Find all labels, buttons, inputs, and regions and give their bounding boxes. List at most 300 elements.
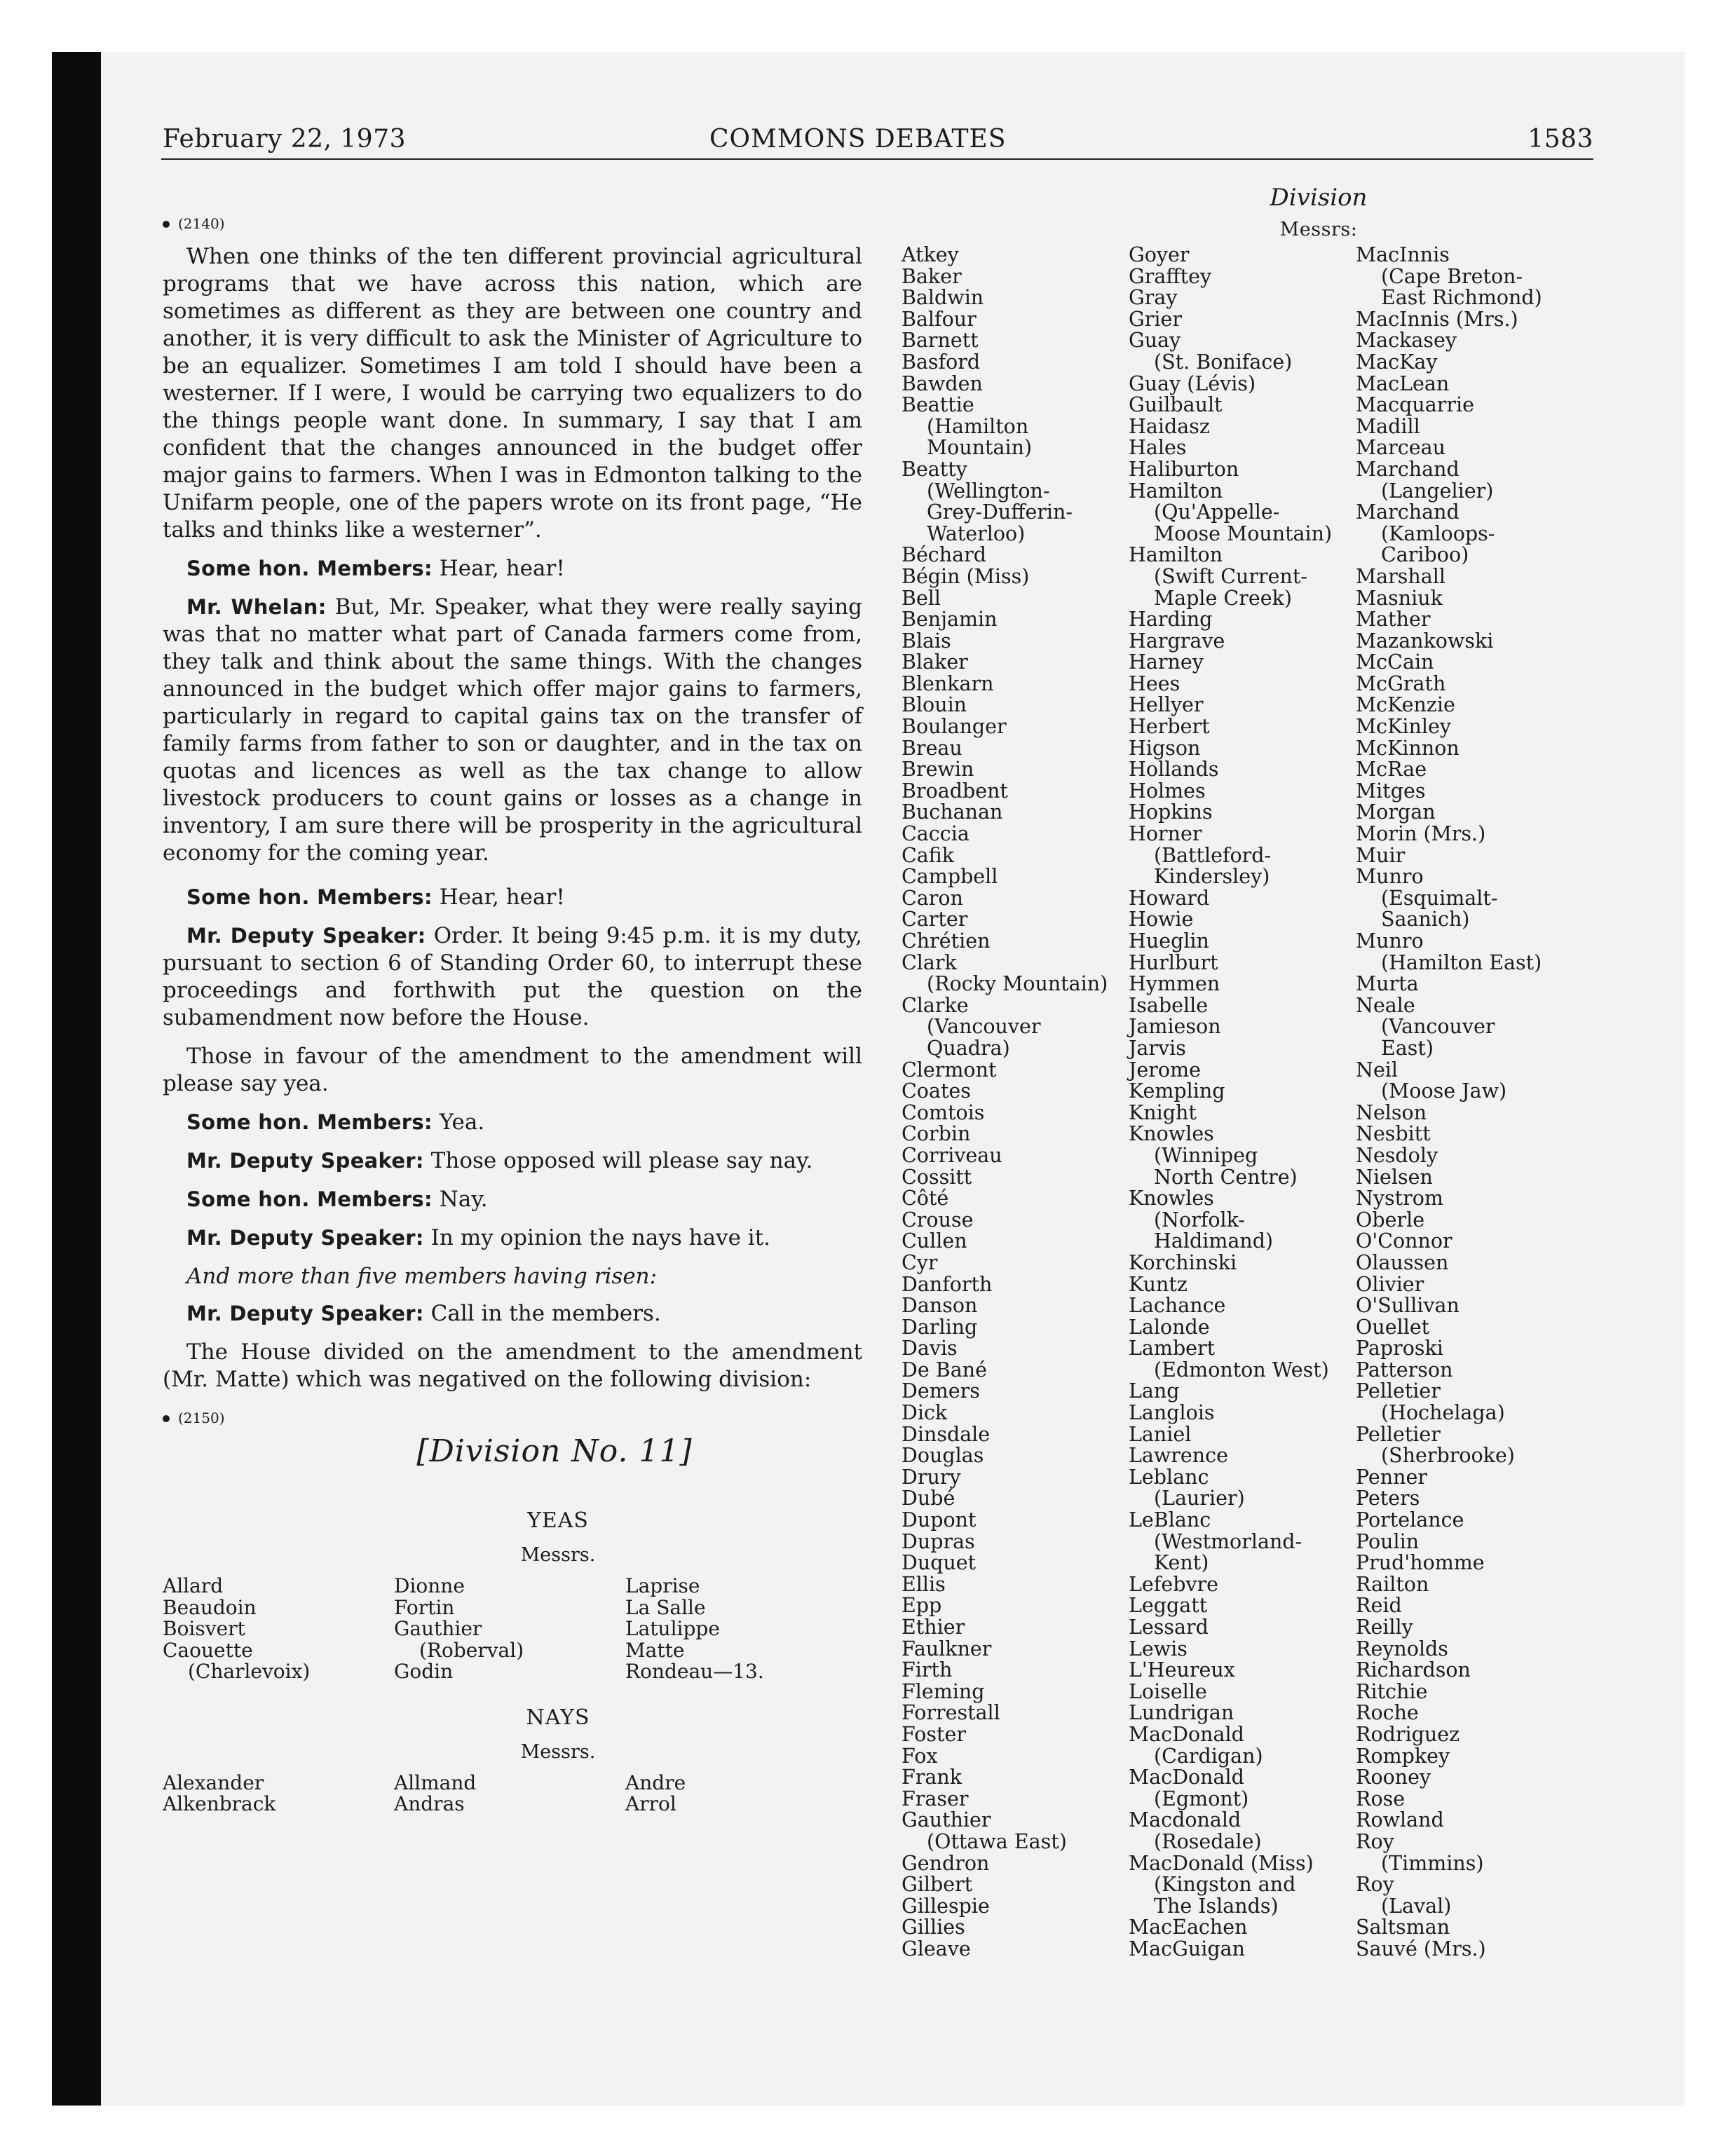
member-name: MacLean — [1356, 371, 1450, 395]
name-column — [1356, 245, 1594, 1960]
member-name: Nielsen — [1356, 1165, 1433, 1189]
member-name: MacDonald (Miss) — [1129, 1851, 1314, 1875]
member-name: Lawrence — [1129, 1444, 1228, 1468]
member-name: Roy — [1356, 1873, 1394, 1897]
member-name: Hymmen — [1129, 972, 1220, 996]
member-name: (Edmonton West) — [1154, 1358, 1329, 1381]
scan-dark-edge — [52, 52, 101, 2106]
member-name: Gauthier — [901, 1808, 991, 1832]
member-name: Morin (Mrs.) — [1356, 822, 1486, 846]
member-name: Marceau — [1356, 436, 1445, 460]
member-name: Blenkarn — [901, 671, 994, 695]
speaker: Some hon. Members: — [186, 885, 433, 909]
member-name: Knight — [1129, 1100, 1197, 1124]
member-name: Hopkins — [1129, 800, 1213, 824]
time-marker — [163, 210, 862, 238]
member-name: Allard — [163, 1574, 224, 1597]
speech-text: Order. It being 9:45 p.m. it is my duty, pursuant to section 6 of Standing Order 60, to interrupt these proceedings and forthwith put the question on the subamendment now before the House. — [163, 923, 862, 1030]
member-name: (Cardigan) — [1154, 1744, 1263, 1768]
member-name: Poulin — [1356, 1529, 1420, 1553]
member-name: Jamieson — [1129, 1015, 1221, 1039]
member-name: MacInnis (Mrs.) — [1356, 307, 1518, 331]
member-name: Rose — [1356, 1787, 1406, 1810]
name-column — [625, 1770, 857, 1815]
member-name: Cullen — [901, 1229, 967, 1253]
name-column — [901, 245, 1129, 1960]
time-marker — [163, 1405, 862, 1432]
member-name: Carter — [901, 908, 968, 932]
speaker: Mr. Deputy Speaker: — [186, 1226, 424, 1250]
member-name: The Islands) — [1154, 1894, 1279, 1918]
nays-continued-list — [901, 245, 1595, 1960]
member-name: Madill — [1356, 414, 1420, 438]
member-name: MacDonald — [1129, 1766, 1244, 1789]
member-name: Clarke — [901, 993, 969, 1017]
member-name: Rompkey — [1356, 1744, 1450, 1768]
member-name: Olaussen — [1356, 1250, 1449, 1274]
member-name: (Esquimalt- — [1381, 886, 1498, 910]
nays-messrs: Messrs. — [520, 1740, 596, 1763]
speech — [163, 1147, 862, 1175]
member-name: Balfour — [901, 307, 977, 331]
member-name: (Laval) — [1381, 1894, 1452, 1918]
member-name: (St. Boniface) — [1154, 350, 1293, 374]
member-name: Munro — [1356, 865, 1424, 889]
member-name: MacKay — [1356, 350, 1438, 374]
member-name: Bell — [901, 586, 941, 610]
member-name: Kent) — [1154, 1551, 1209, 1575]
member-name: Quadra) — [927, 1036, 1010, 1060]
member-name: Olivier — [1356, 1272, 1424, 1296]
member-name: Haliburton — [1129, 457, 1239, 481]
member-name: Comtois — [901, 1100, 985, 1124]
speaker: Some hon. Members: — [186, 1187, 433, 1211]
member-name: Harding — [1129, 608, 1213, 632]
member-name: Nelson — [1356, 1100, 1427, 1124]
name-column — [394, 1770, 625, 1815]
member-name: Benjamin — [901, 608, 998, 632]
member-name: (Moose Jaw) — [1381, 1079, 1507, 1103]
division-messrs: Messrs: — [1279, 219, 1358, 240]
speech — [163, 884, 862, 911]
paragraph: When one thinks of the ten different provincial agricultural programs that we have across this nation, which are sometimes as different as they are between one country and another, it is very difficult to ask the Minister of Agriculture to be an equalizer. Sometimes I am told I should have been a westerner. If I were, I would be carrying two equalizers to do the things people want done. In summary, I say that I am confident that the changes announced in the budget offer major gains to farmers. When I was in Edmonton talking to the Unifarm people, one of the papers wrote on its front page, “He talks and thinks like a westerner”. — [163, 244, 862, 543]
member-name: McGrath — [1356, 671, 1446, 695]
member-name: (Kingston and — [1154, 1873, 1296, 1897]
member-name: Dick — [901, 1401, 948, 1425]
member-name: Cyr — [901, 1250, 938, 1274]
member-name: Cariboo) — [1381, 543, 1469, 567]
nays-list — [163, 1770, 862, 1815]
member-name: L'Heureux — [1129, 1658, 1235, 1682]
member-name: Peters — [1356, 1487, 1420, 1510]
member-name: Howard — [1129, 886, 1210, 910]
member-name: Baker — [901, 264, 962, 288]
member-name: Guay — [1129, 329, 1181, 353]
member-name: Duquet — [901, 1551, 977, 1575]
member-name: (Hamilton East) — [1381, 950, 1542, 974]
member-name: Nystrom — [1356, 1187, 1443, 1210]
speaker: Some hon. Members: — [186, 1110, 433, 1134]
speech — [163, 922, 862, 1032]
member-name: Cossitt — [901, 1165, 972, 1189]
member-name: Prud'homme — [1356, 1551, 1485, 1575]
bullet-icon — [163, 221, 170, 228]
member-name: Fleming — [901, 1679, 985, 1703]
member-name: Hees — [1129, 671, 1181, 695]
member-name: Côté — [901, 1187, 949, 1210]
member-name: Reynolds — [1356, 1637, 1448, 1660]
speech-text: Call in the members. — [430, 1301, 661, 1326]
member-name: Breau — [901, 736, 962, 760]
member-name: Matte — [625, 1638, 685, 1662]
speech-text: In my opinion the nays have it. — [430, 1225, 771, 1250]
member-name: Leggatt — [1129, 1594, 1208, 1618]
header-rule — [161, 158, 1593, 160]
member-name: Campbell — [901, 865, 998, 889]
member-name: Dupras — [901, 1529, 975, 1553]
member-name: (Norfolk- — [1154, 1208, 1246, 1231]
member-name: Douglas — [901, 1444, 984, 1468]
paragraph: The House divided on the amendment to the amendment (Mr. Matte) which was negatived on the following division: — [163, 1339, 862, 1392]
member-name: Mather — [1356, 608, 1431, 632]
member-name: MacGuigan — [1129, 1937, 1245, 1960]
left-column — [163, 210, 862, 1836]
division-title: [Division No. 11] — [416, 1433, 693, 1469]
member-name: (Hamilton — [927, 414, 1029, 438]
member-name: La Salle — [625, 1595, 706, 1619]
member-name: Danforth — [901, 1272, 993, 1296]
member-name: Loiselle — [1129, 1679, 1207, 1703]
nays-heading: NAYS — [526, 1705, 590, 1730]
member-name: Murta — [1356, 972, 1419, 996]
member-name: Macquarrie — [1356, 393, 1474, 417]
member-name: Lewis — [1129, 1637, 1188, 1660]
member-name: Hamilton — [1129, 479, 1223, 503]
member-name: Mackasey — [1356, 329, 1457, 353]
yeas-list — [163, 1576, 862, 1683]
member-name: Korchinski — [1129, 1250, 1237, 1274]
member-name: Corriveau — [901, 1143, 1002, 1167]
member-name: (Langelier) — [1381, 479, 1494, 503]
member-name: Holmes — [1129, 779, 1206, 803]
member-name: Jerome — [1129, 1058, 1201, 1082]
member-name: Brewin — [901, 758, 974, 782]
division-heading: Division — [1270, 184, 1368, 212]
member-name: (Kamloops- — [1381, 521, 1495, 545]
member-name: Coates — [901, 1079, 971, 1103]
member-name: Macdonald — [1129, 1808, 1241, 1832]
member-name: Dionne — [394, 1574, 465, 1597]
member-name: Caouette — [163, 1638, 253, 1662]
member-name: East) — [1381, 1036, 1434, 1060]
speech-text: Those opposed will please say nay. — [430, 1148, 813, 1173]
member-name: Goyer — [1129, 243, 1190, 266]
member-name: Railton — [1356, 1572, 1429, 1596]
member-name: North Centre) — [1154, 1165, 1298, 1189]
member-name: Munro — [1356, 929, 1424, 953]
member-name: Lundrigan — [1129, 1701, 1234, 1725]
member-name: Herbert — [1129, 715, 1210, 739]
member-name: Boisvert — [163, 1617, 245, 1640]
member-name: Waterloo) — [927, 521, 1026, 545]
speech-text: Hear, hear! — [439, 885, 565, 910]
member-name: Darling — [901, 1315, 978, 1339]
member-name: Muir — [1356, 843, 1406, 867]
member-name: Patterson — [1356, 1358, 1453, 1381]
yeas-heading: YEAS — [527, 1508, 589, 1533]
time-marker-text: (2140) — [178, 215, 225, 232]
member-name: Hellyer — [1129, 693, 1204, 717]
speech-text: Yea. — [439, 1110, 485, 1135]
name-column — [163, 1576, 394, 1683]
member-name: Clermont — [901, 1058, 997, 1082]
member-name: Maple Creek) — [1154, 586, 1293, 610]
member-name: Gauthier — [394, 1617, 482, 1640]
member-name: Roche — [1356, 1701, 1419, 1725]
member-name: Richardson — [1356, 1658, 1471, 1682]
member-name: (Charlevoix) — [188, 1660, 311, 1683]
member-name: McRae — [1356, 758, 1427, 782]
member-name: Pelletier — [1356, 1379, 1441, 1403]
member-name: Moose Mountain) — [1154, 521, 1333, 545]
member-name: (Battleford- — [1154, 843, 1272, 867]
speech-text: Nay. — [439, 1187, 488, 1212]
member-name: Boulanger — [901, 715, 1007, 739]
speech-text: Hear, hear! — [439, 556, 565, 581]
member-name: Guay (Lévis) — [1129, 371, 1256, 395]
member-name: Clark — [901, 950, 957, 974]
member-name: Gendron — [901, 1851, 990, 1875]
speaker: Mr. Deputy Speaker: — [186, 924, 426, 948]
member-name: Faulkner — [901, 1637, 992, 1660]
member-name: O'Sullivan — [1356, 1294, 1460, 1318]
member-name: Saltsman — [1356, 1916, 1450, 1939]
member-name: Allmand — [394, 1770, 477, 1794]
member-name: Haidasz — [1129, 414, 1210, 438]
member-name: Kempling — [1129, 1079, 1225, 1103]
member-name: Lachance — [1129, 1294, 1226, 1318]
member-name: Guilbault — [1129, 393, 1223, 417]
member-name: (Sherbrooke) — [1381, 1444, 1515, 1468]
member-name: Horner — [1129, 822, 1202, 846]
member-name: Kuntz — [1129, 1272, 1188, 1296]
member-name: Marchand — [1356, 500, 1460, 524]
member-name: Rondeau—13. — [625, 1660, 764, 1683]
member-name: Fox — [901, 1744, 938, 1768]
member-name: McKenzie — [1356, 693, 1455, 717]
member-name: Rodriguez — [1356, 1722, 1460, 1746]
member-name: MacDonald — [1129, 1722, 1244, 1746]
member-name: Morgan — [1356, 800, 1436, 824]
member-name: Langlois — [1129, 1401, 1215, 1425]
member-name: Ouellet — [1356, 1315, 1430, 1339]
speaker: Some hon. Members: — [186, 557, 433, 580]
member-name: (Winnipeg — [1154, 1143, 1258, 1167]
member-name: Beaudoin — [163, 1595, 257, 1619]
member-name: Gillespie — [901, 1894, 990, 1918]
member-name: Masniuk — [1356, 586, 1443, 610]
member-name: McKinnon — [1356, 736, 1460, 760]
speaker: Mr. Deputy Speaker: — [186, 1302, 424, 1325]
header-title: COMMONS DEBATES — [709, 125, 1007, 153]
member-name: Atkey — [901, 243, 959, 266]
header-page-number: 1583 — [1528, 125, 1593, 153]
member-name: Blouin — [901, 693, 967, 717]
stage-direction: And more than five members having risen: — [186, 1264, 658, 1289]
member-name: Latulippe — [625, 1617, 720, 1640]
member-name: East Richmond) — [1381, 286, 1542, 310]
member-name: Nesdoly — [1356, 1143, 1438, 1167]
member-name: Lambert — [1129, 1337, 1216, 1360]
member-name: Reilly — [1356, 1616, 1413, 1639]
header-date: February 22, 1973 — [163, 125, 407, 153]
member-name: Higson — [1129, 736, 1201, 760]
member-name: Howie — [1129, 908, 1194, 932]
name-column — [625, 1576, 857, 1683]
member-name: Neil — [1356, 1058, 1399, 1082]
member-name: Fortin — [394, 1595, 455, 1619]
member-name: Harney — [1129, 650, 1204, 674]
member-name: Lefebvre — [1129, 1572, 1219, 1596]
member-name: (Laurier) — [1154, 1487, 1245, 1510]
member-name: (Wellington- — [927, 479, 1050, 503]
speech — [163, 1224, 862, 1252]
member-name: Roy — [1356, 1829, 1394, 1853]
speech — [163, 555, 862, 582]
member-name: De Bané — [901, 1358, 987, 1381]
member-name: Arrol — [625, 1792, 676, 1815]
member-name: Chrétien — [901, 929, 991, 953]
member-name: Beattie — [901, 393, 974, 417]
member-name: Mazankowski — [1356, 629, 1494, 653]
member-name: Haldimand) — [1154, 1229, 1274, 1253]
member-name: (Qu'Appelle- — [1154, 500, 1280, 524]
member-name: Blais — [901, 629, 951, 653]
member-name: Pelletier — [1356, 1422, 1441, 1446]
member-name: Blaker — [901, 650, 968, 674]
member-name: Buchanan — [901, 800, 1003, 824]
member-name: Beatty — [901, 457, 967, 481]
member-name: Basford — [901, 350, 981, 374]
member-name: Neale — [1356, 993, 1415, 1017]
member-name: Portelance — [1356, 1508, 1464, 1532]
member-name: Ritchie — [1356, 1679, 1428, 1703]
member-name: Sauvé (Mrs.) — [1356, 1937, 1486, 1960]
member-name: Corbin — [901, 1122, 971, 1146]
member-name: Mitges — [1356, 779, 1426, 803]
time-marker-text: (2150) — [178, 1410, 225, 1426]
member-name: Caccia — [901, 822, 969, 846]
member-name: (Rocky Mountain) — [927, 972, 1108, 996]
member-name: (Hochelaga) — [1381, 1401, 1505, 1425]
member-name: Knowles — [1129, 1122, 1214, 1146]
member-name: Hales — [1129, 436, 1187, 460]
bullet-icon — [163, 1415, 170, 1422]
member-name: Dubé — [901, 1487, 955, 1510]
speech — [163, 1300, 862, 1328]
name-column — [163, 1770, 394, 1815]
name-column — [394, 1576, 625, 1683]
member-name: Béchard — [901, 543, 986, 567]
name-column — [1129, 245, 1356, 1960]
member-name: Godin — [394, 1660, 454, 1683]
member-name: Rowland — [1356, 1808, 1444, 1832]
member-name: (Rosedale) — [1154, 1829, 1262, 1853]
member-name: McCain — [1356, 650, 1434, 674]
member-name: Bawden — [901, 371, 983, 395]
member-name: Lang — [1129, 1379, 1180, 1403]
member-name: Penner — [1356, 1465, 1427, 1489]
member-name: (Westmorland- — [1154, 1529, 1302, 1553]
member-name: (Timmins) — [1381, 1851, 1484, 1875]
member-name: Barnett — [901, 329, 979, 353]
member-name: LeBlanc — [1129, 1508, 1211, 1532]
member-name: Grafftey — [1129, 264, 1212, 288]
member-name: MacEachen — [1129, 1916, 1248, 1939]
member-name: Kindersley) — [1154, 865, 1270, 889]
member-name: Frank — [901, 1766, 962, 1789]
speaker: Mr. Whelan: — [186, 595, 327, 619]
member-name: Gleave — [901, 1937, 971, 1960]
member-name: Baldwin — [901, 286, 984, 310]
member-name: Ellis — [901, 1572, 946, 1596]
right-column — [901, 184, 1595, 1960]
member-name: Nesbitt — [1356, 1122, 1431, 1146]
member-name: (Roberval) — [419, 1638, 524, 1662]
member-name: Cafik — [901, 843, 955, 867]
member-name: Lessard — [1129, 1616, 1209, 1639]
member-name: Andre — [625, 1770, 686, 1794]
member-name: Danson — [901, 1294, 978, 1318]
member-name: Jarvis — [1129, 1036, 1186, 1060]
speech-text: But, Mr. Speaker, what they were really saying was that no matter what part of Canada farmers come from, they talk and think about the same things. With the changes announced in the budget which offer major gains to farmers, particularly in regard to capital gains tax on the transfer of family farms from father to son or daughter, and in the tax on quotas and licences as well as the tax change to allow livestock producers to count gains or losses as a change in inventory, I am sure there will be prosperity in the agricultural economy for the coming year. — [163, 594, 863, 866]
member-name: Hollands — [1129, 758, 1219, 782]
member-name: Isabelle — [1129, 993, 1209, 1017]
member-name: Marchand — [1356, 457, 1460, 481]
member-name: MacInnis — [1356, 243, 1450, 266]
member-name: Epp — [901, 1594, 942, 1618]
member-name: Bégin (Miss) — [901, 564, 1030, 588]
member-name: Mountain) — [927, 436, 1033, 460]
member-name: Rooney — [1356, 1766, 1431, 1789]
speaker: Mr. Deputy Speaker: — [186, 1149, 424, 1173]
member-name: (Swift Current- — [1154, 564, 1307, 588]
member-name: Paproski — [1356, 1337, 1443, 1360]
member-name: Gray — [1129, 286, 1178, 310]
member-name: Crouse — [901, 1208, 974, 1231]
member-name: Demers — [901, 1379, 980, 1403]
member-name: Fraser — [901, 1787, 969, 1810]
member-name: (Egmont) — [1154, 1787, 1249, 1810]
member-name: Marshall — [1356, 564, 1445, 588]
member-name: Alkenbrack — [163, 1792, 276, 1815]
member-name: Gillies — [901, 1916, 965, 1939]
member-name: Reid — [1356, 1594, 1402, 1618]
member-name: Andras — [394, 1792, 465, 1815]
member-name: Leblanc — [1129, 1465, 1209, 1489]
member-name: Grey-Dufferin- — [927, 500, 1073, 524]
member-name: Forrestall — [901, 1701, 1000, 1725]
paragraph: Those in favour of the amendment to the amendment will please say yea. — [163, 1044, 862, 1096]
member-name: Gilbert — [901, 1873, 973, 1897]
member-name: Dupont — [901, 1508, 977, 1532]
speech — [163, 594, 862, 867]
speech — [163, 1186, 862, 1213]
member-name: Oberle — [1356, 1208, 1425, 1231]
member-name: Hurlburt — [1129, 950, 1218, 974]
member-name: Foster — [901, 1722, 966, 1746]
member-name: (Vancouver — [1381, 1015, 1495, 1039]
